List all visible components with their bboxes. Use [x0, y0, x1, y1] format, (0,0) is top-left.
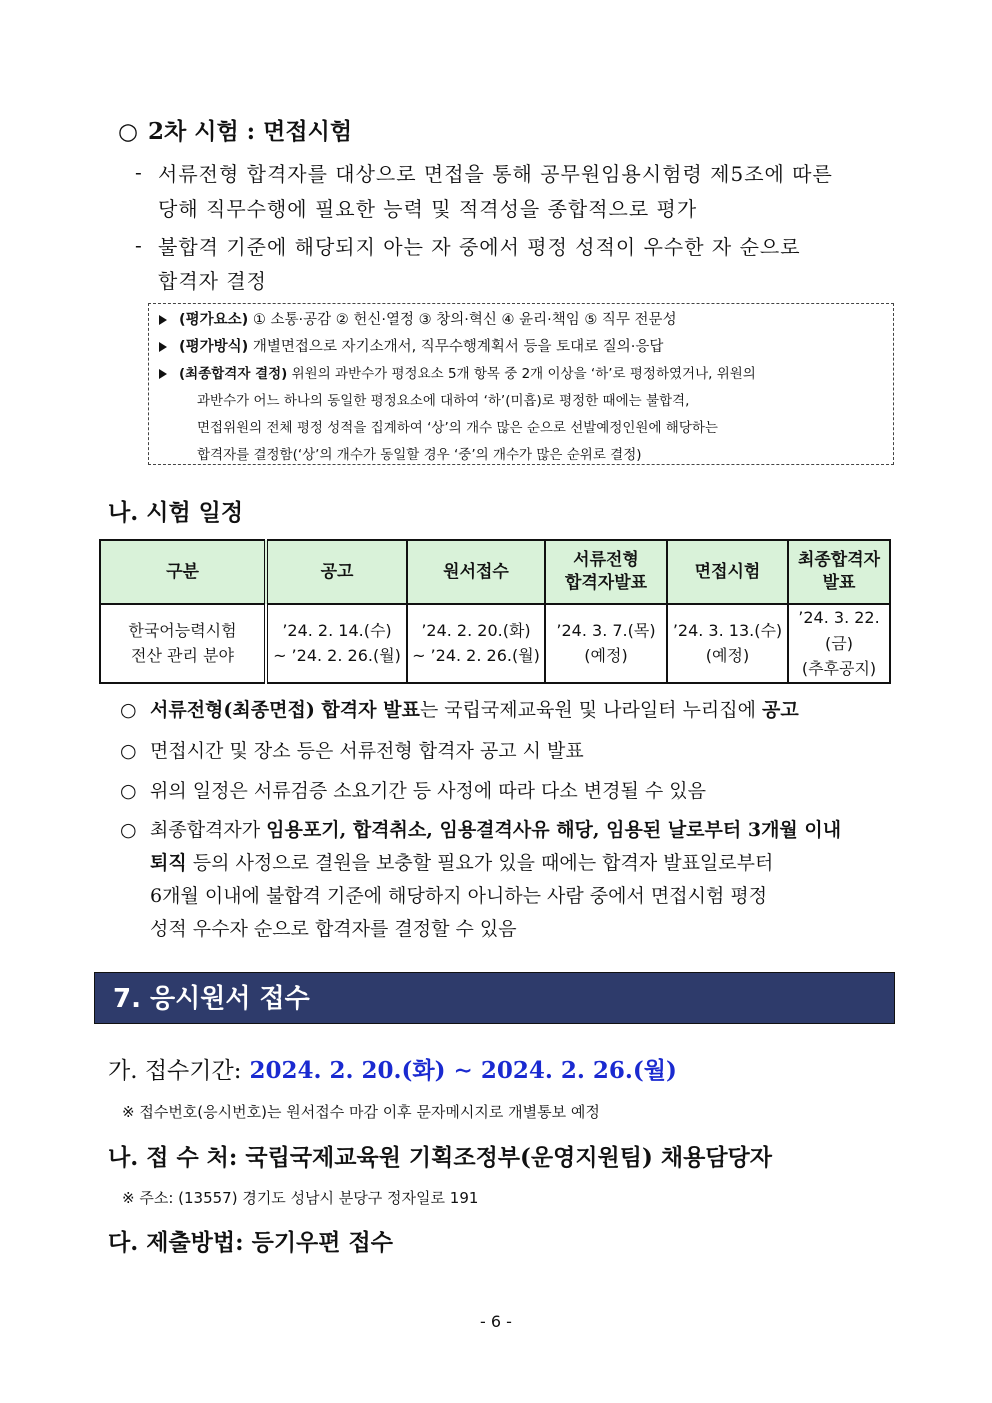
- exam2-item2-line2: 합격자 결정: [158, 269, 267, 293]
- dash-1: -: [135, 160, 142, 184]
- section7-banner: 7. 응시원서 접수: [94, 972, 895, 1024]
- criteria-row-3-line4: 합격자를 결정함(‘상’의 개수가 동일할 경우 ‘중’의 개수가 많은 순위로 결정): [197, 447, 642, 463]
- criteria-row-2: (평가방식) 개별면접으로 자기소개서, 직무수행계획서 등을 토대로 질의·응답: [159, 335, 663, 356]
- schedule-heading: 나. 시험 일정: [108, 499, 244, 526]
- exam2-heading-text: 2차 시험 : 면접시험: [148, 118, 353, 145]
- col-header-notice: 공고: [266, 540, 407, 604]
- criteria-row-3: (최종합격자 결정) 위원의 과반수가 평정요소 5개 항목 중 2개 이상을 ‘하’로 평정하였거나, 위원의: [159, 362, 756, 382]
- exam2-item2-line1: 불합격 기준에 해당되지 아는 자 중에서 평정 성적이 우수한 자 순으로: [158, 235, 801, 259]
- note-2: ○ 면접시간 및 장소 등은 서류전형 합격자 공고 시 발표: [120, 740, 584, 762]
- schedule-row: [100, 604, 890, 683]
- note-4-line2: 퇴직 등의 사정으로 결원을 보충할 필요가 있을 때에는 합격자 발표일로부터: [150, 852, 774, 874]
- note-1: ○ 서류전형(최종면접) 합격자 발표는 국립국제교육원 및 나라일터 누리집에 공고: [120, 699, 799, 721]
- note-4-line3: 6개월 이내에 불합격 기준에 해당하지 아니하는 사람 중에서 면접시험 평정: [150, 885, 768, 907]
- criteria-row-3-line3: 면접위원의 전체 평정 성적을 집계하여 ‘상’의 개수 많은 순으로 선발예정인원에 해당하는: [197, 420, 718, 436]
- triangle-bullet-icon: [159, 315, 167, 325]
- cell-notice: ’24. 2. 14.(수) ~ ’24. 2. 26.(월): [266, 604, 407, 683]
- criteria-row-1: (평가요소) ① 소통·공감 ② 헌신·열정 ③ 창의·혁신 ④ 윤리·책임 ⑤ 직무 전문성: [159, 308, 677, 329]
- criteria-box: [148, 303, 894, 465]
- schedule-table: [99, 539, 891, 684]
- col-header-final-result: 최종합격자 발표: [788, 540, 890, 604]
- col-header-application: 원서접수: [407, 540, 545, 604]
- triangle-bullet-icon: [159, 342, 167, 352]
- submission-method: 다. 제출방법: 등기우편 접수: [108, 1229, 393, 1256]
- col-header-document-result: 서류전형 합격자발표: [545, 540, 667, 604]
- schedule-header-row: [100, 540, 890, 604]
- exam2-item1-line1: 서류전형 합격자를 대상으로 면접을 통해 공무원임용시험령 제5조에 따른: [158, 162, 833, 186]
- col-header-category: 구분: [100, 540, 266, 604]
- exam2-heading: [118, 113, 352, 146]
- bullet-circle: ○: [118, 119, 139, 145]
- note-4-line1: ○ 최종합격자가 임용포기, 합격취소, 임용결격사유 해당, 임용된 날로부터 3개월 이내: [120, 819, 842, 841]
- note-3: ○ 위의 일정은 서류검증 소요기간 등 사정에 따라 다소 변경될 수 있음: [120, 780, 706, 802]
- page-number: - 6 -: [480, 1312, 512, 1331]
- exam2-item1-line2: 당해 직무수행에 필요한 능력 및 적격성을 종합적으로 평가: [158, 197, 698, 221]
- criteria-row-3-line2: 과반수가 어느 하나의 동일한 평정요소에 대하여 ‘하’(미흡)로 평정한 때에는 불합격,: [197, 393, 690, 409]
- application-address: ※ 주소: (13557) 경기도 성남시 분당구 정자일로 191: [122, 1189, 479, 1207]
- cell-interview: ’24. 3. 13.(수) (예정): [667, 604, 788, 683]
- cell-application: ’24. 2. 20.(화) ~ ’24. 2. 26.(월): [407, 604, 545, 683]
- application-office: 나. 접 수 처: 국립국제교육원 기획조정부(운영지원팀) 채용담당자: [108, 1144, 772, 1171]
- application-period-note: ※ 접수번호(응시번호)는 원서접수 마감 이후 문자메시지로 개별통보 예정: [122, 1103, 600, 1121]
- application-period: 가. 접수기간: 2024. 2. 20.(화) ∼ 2024. 2. 26.(월): [108, 1057, 677, 1084]
- cell-document-result: ’24. 3. 7.(목) (예정): [545, 604, 667, 683]
- cell-final-result: ’24. 3. 22.(금) (추후공지): [788, 604, 890, 683]
- dash-2: -: [135, 233, 142, 257]
- cell-category: 한국어능력시험 전산 관리 분야: [100, 604, 266, 683]
- note-4-line4: 성적 우수자 순으로 합격자를 결정할 수 있음: [150, 918, 517, 940]
- triangle-bullet-icon: [159, 369, 167, 379]
- col-header-interview: 면접시험: [667, 540, 788, 604]
